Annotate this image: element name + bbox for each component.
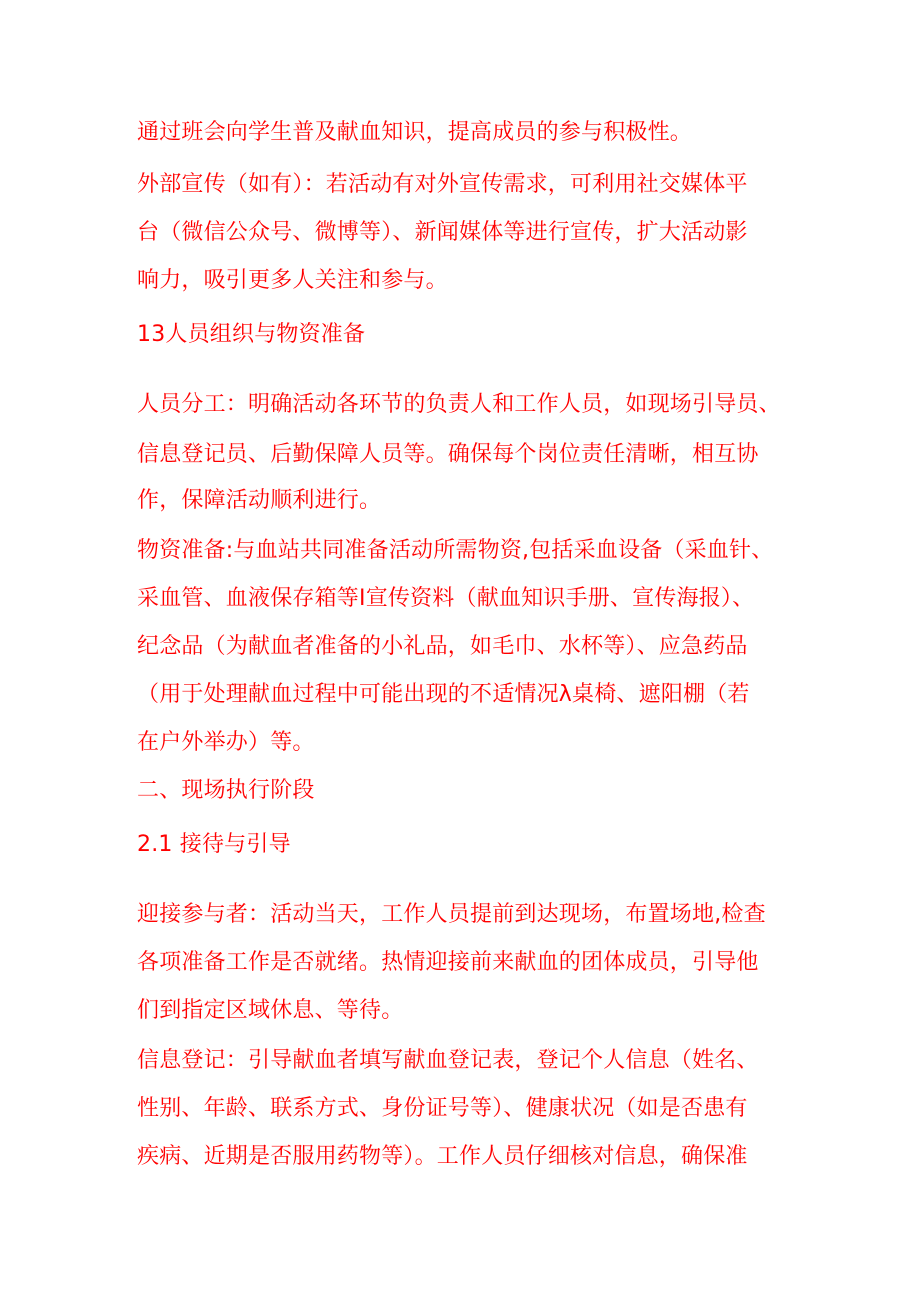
paragraph-line: 通过班会向学生普及献血知识，提高成员的参与积极性。 (137, 120, 693, 145)
section-heading: 13人员组织与物资准备 (137, 322, 366, 347)
paragraph-line: 台（微信公众号、微博等）、新闻媒体等进行宣传，扩大活动影 (137, 220, 748, 245)
paragraph-line: 物资准备:与血站共同准备活动所需物资,包括采血设备（采血针、 (137, 538, 774, 563)
paragraph-line: 迎接参与者：活动当天，工作人员提前到达现场，布置场地,检查 (137, 902, 766, 927)
paragraph-line: 各项准备工作是否就绪。热情迎接前来献血的团体成员，引导他 (137, 950, 759, 975)
paragraph-line: 信息登记员、后勤保障人员等。确保每个岗位责任清晰，相互协 (137, 442, 759, 467)
paragraph-line: 们到指定区域休息、等待。 (137, 998, 404, 1023)
paragraph-line: 采血管、血液保存箱等I宣传资料（献血知识手册、宣传海报）、 (137, 586, 755, 611)
paragraph-line: 信息登记：引导献血者填写献血登记表，登记个人信息（姓名、 (137, 1048, 759, 1073)
paragraph-line: 人员分工：明确活动各环节的负责人和工作人员，如现场引导员、 (137, 392, 781, 417)
section-heading: 二、现场执行阶段 (137, 778, 315, 803)
paragraph-line: 外部宣传（如有）：若活动有对外宣传需求，可利用社交媒体平 (137, 172, 748, 197)
paragraph-line: 作，保障活动顺利进行。 (137, 488, 382, 513)
paragraph-line: 疾病、近期是否服用药物等）。工作人员仔细核对信息，确保准 (137, 1144, 748, 1169)
paragraph-line: 响力，吸引更多人关注和参与。 (137, 268, 448, 293)
paragraph-line: 性别、年龄、联系方式、身份证号等）、健康状况（如是否患有 (137, 1096, 748, 1121)
paragraph-line: 在户外举办）等。 (137, 730, 315, 755)
paragraph-line: （用于处理献血过程中可能出现的不适情况λ桌椅、遮阳棚（若 (137, 682, 750, 707)
paragraph-line: 纪念品（为献血者准备的小礼品，如毛巾、水杯等）、应急药品 (137, 634, 748, 659)
subsection-heading: 2.1 接待与引导 (137, 832, 291, 857)
